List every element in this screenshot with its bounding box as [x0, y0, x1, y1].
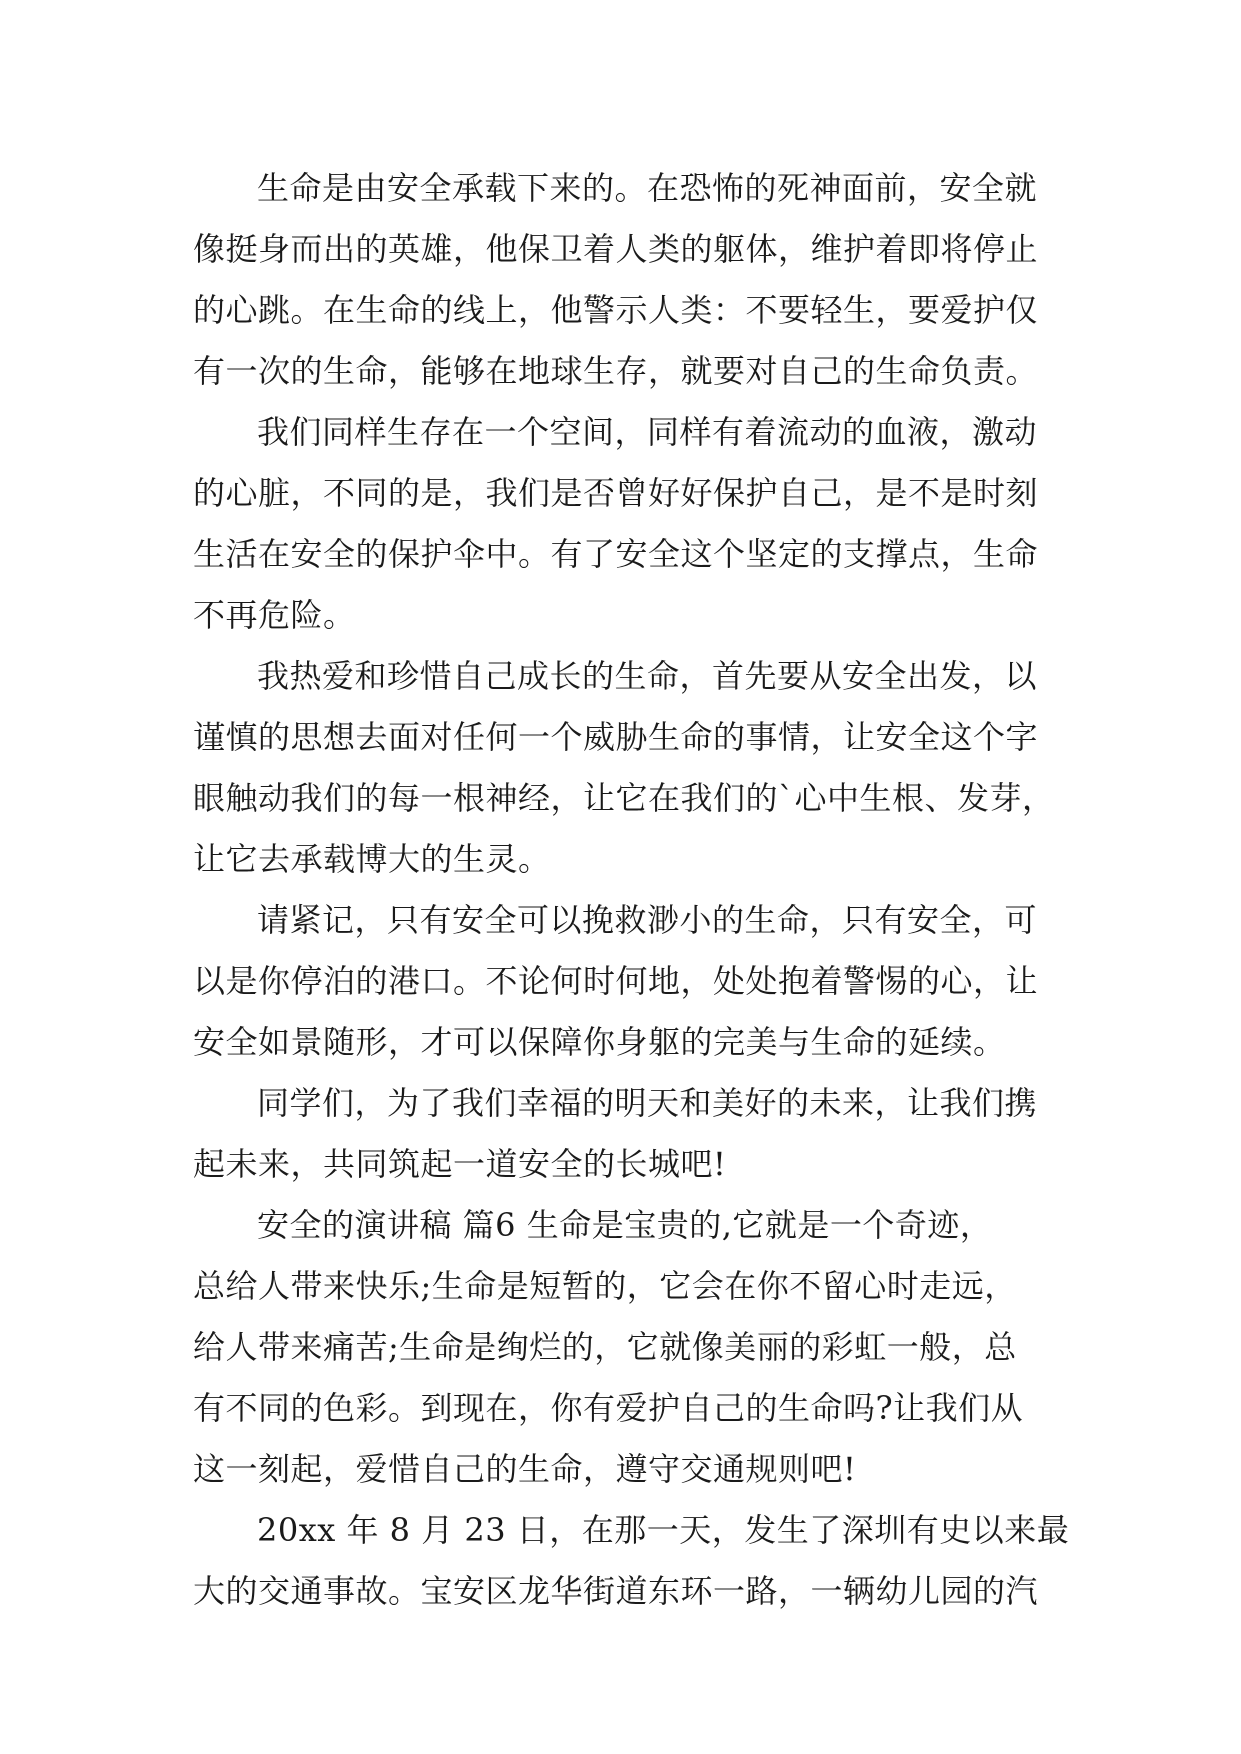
paragraph-6-line-2: 总给人带来快乐;生命是短暂的，它会在你不留心时走远， — [193, 1267, 1017, 1305]
paragraph-6-line-4: 有不同的色彩。到现在，你有爱护自己的生命吗?让我们从 — [193, 1389, 1024, 1427]
paragraph-5-line-1: 同学们，为了我们幸福的明天和美好的未来，让我们携 — [257, 1084, 1038, 1122]
paragraph-2-line-1: 我们同样生存在一个空间，同样有着流动的血液，激动 — [257, 413, 1038, 451]
paragraph-4-line-2: 以是你停泊的港口。不论何时何地，处处抱着警惕的心，让 — [193, 962, 1039, 1000]
paragraph-1-line-1: 生命是由安全承载下来的。在恐怖的死神面前，安全就 — [257, 169, 1038, 207]
paragraph-6-line-3: 给人带来痛苦;生命是绚烂的，它就像美丽的彩虹一般，总 — [193, 1328, 1017, 1366]
paragraph-4-line-1: 请紧记，只有安全可以挽救渺小的生命，只有安全，可 — [257, 901, 1038, 939]
paragraph-4-line-3: 安全如景随形，才可以保障你身躯的完美与生命的延续。 — [193, 1023, 1006, 1061]
paragraph-7-line-2: 大的交通事故。宝安区龙华街道东环一路，一辆幼儿园的汽 — [193, 1572, 1039, 1610]
paragraph-6-line-5: 这一刻起，爱惜自己的生命，遵守交通规则吧! — [193, 1450, 857, 1488]
paragraph-3-line-2: 谨慎的思想去面对任何一个威胁生命的事情，让安全这个字 — [193, 718, 1039, 756]
paragraph-3-line-4: 让它去承载博大的生灵。 — [193, 840, 551, 878]
paragraph-3-line-1: 我热爱和珍惜自己成长的生命，首先要从安全出发，以 — [257, 657, 1038, 695]
document-body — [193, 158, 1070, 1622]
paragraph-1-line-2: 像挺身而出的英雄，他保卫着人类的躯体，维护着即将停止 — [193, 230, 1039, 268]
paragraph-2-line-2: 的心脏，不同的是，我们是否曾好好保护自己，是不是时刻 — [193, 474, 1039, 512]
paragraph-1-line-3: 的心跳。在生命的线上，他警示人类：不要轻生，要爱护仅 — [193, 291, 1039, 329]
paragraph-1-line-4: 有一次的生命，能够在地球生存，就要对自己的生命负责。 — [193, 352, 1039, 390]
paragraph-3-line-3: 眼触动我们的每一根神经，让它在我们的`心中生根、发芽， — [193, 779, 1055, 817]
paragraph-7-line-1: 20xx 年 8 月 23 日，在那一天，发生了深圳有史以来最 — [257, 1511, 1070, 1549]
paragraph-2-line-4: 不再危险。 — [193, 596, 356, 634]
paragraph-6-line-1: 安全的演讲稿 篇6 生命是宝贵的,它就是一个奇迹， — [257, 1206, 993, 1244]
paragraph-2-line-3: 生活在安全的保护伞中。有了安全这个坚定的支撑点，生命 — [193, 535, 1039, 573]
paragraph-5-line-2: 起未来，共同筑起一道安全的长城吧! — [193, 1145, 727, 1183]
